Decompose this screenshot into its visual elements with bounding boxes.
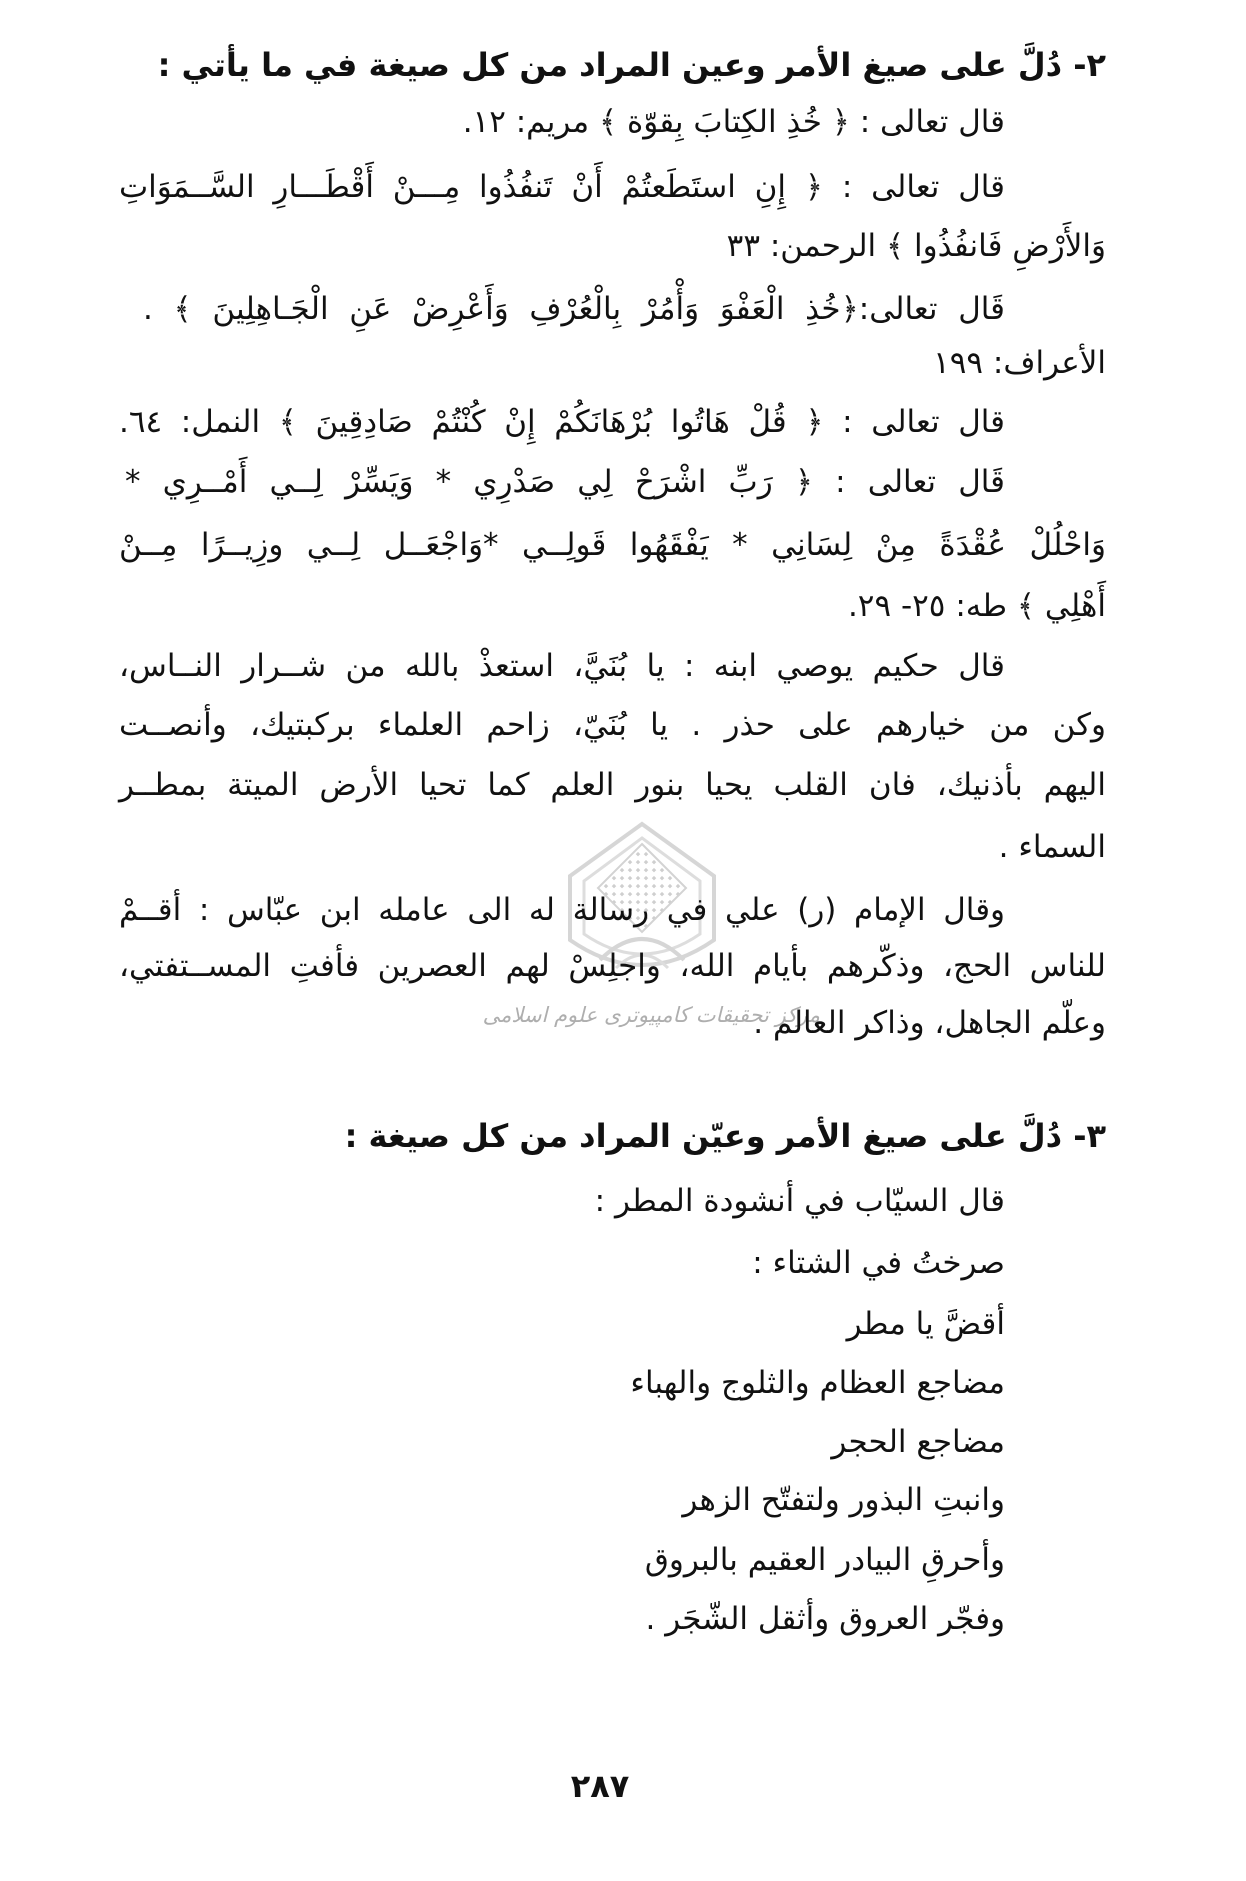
- text-line: وقال الإمام (ر) علي في رسالة له الى عامله ابن عبّاس : أقــمْ: [119, 892, 1005, 928]
- exercise-heading: ٣- دُلَّ على صيغ الأمر وعيّن المراد من كل صيغة :: [344, 1117, 1106, 1155]
- text-line: الأعراف: ١٩٩: [933, 345, 1106, 381]
- text-line: أَهْلِي ﴾ طه: ٢٥- ٢٩.: [847, 588, 1106, 624]
- poem-line: مضاجع العظام والثلوج والهباء: [630, 1365, 1005, 1401]
- poem-line: قال السيّاب في أنشودة المطر :: [594, 1183, 1005, 1219]
- text-line: وَالأَرْضِ فَانفُذُوا ﴾ الرحمن: ٣٣: [726, 228, 1106, 264]
- poem-line: صرختُ في الشتاء :: [752, 1245, 1005, 1281]
- text-line: قال تعالى : ﴿ قُلْ هَاتُوا بُرْهَانَكُمْ إِنْ كُنْتُمْ صَادِقِينَ ﴾ النمل: ٦٤.: [119, 404, 1005, 440]
- text-line: وعلّم الجاهل، وذاكر العالم .: [753, 1005, 1106, 1041]
- exercise-heading: ٢- دُلَّ على صيغ الأمر وعين المراد من كل صيغة في ما يأتي :: [157, 46, 1106, 84]
- text-line: للناس الحج، وذكّرهم بأيام الله، واجلِسْ لهم العصرين فأفتِ المســتفتي،: [119, 948, 1106, 984]
- poem-line: أقضَّ يا مطر: [846, 1306, 1005, 1342]
- text-line: وَاحْلُلْ عُقْدَةً مِنْ لِسَانِي * يَفْقَهُوا قَولِــي *وَاجْعَــل لِــي وزِيــرًا مِــنْ: [119, 527, 1106, 563]
- poem-line: مضاجع الحجر: [831, 1424, 1005, 1460]
- watermark-text: مرکز تحقیقات کامپیوتری علوم اسلامی: [482, 1003, 820, 1027]
- text-line: قال تعالى : ﴿ خُذِ الكِتابَ بِقوّة ﴾ مريم: ١٢.: [462, 104, 1005, 140]
- text-line: قَال تعالى : ﴿ رَبِّ اشْرَحْ لِي صَدْرِي * وَيَسِّرْ لِــي أَمْــرِي *: [125, 464, 1005, 500]
- poem-line: وانبتِ البذور ولتفتّح الزهر: [682, 1482, 1005, 1518]
- page-number: ٢٨٧: [570, 1767, 630, 1805]
- text-line: قَال تعالى:﴿خُذِ الْعَفْوَ وَأْمُرْ بِالْعُرْفِ وَأَعْرِضْ عَنِ الْجَـاهِلِينَ ﴾ .: [143, 291, 1005, 327]
- text-line: قال تعالى : ﴿ إِنِ استَطَعتُمْ أَنْ تَنفُذُوا مِـــنْ أَقْطَـــارِ السَّــمَوَاتِ: [119, 169, 1005, 205]
- text-line: قال حكيم يوصي ابنه : يا بُنَيَّ، استعذْ بالله من شــرار النــاس،: [119, 648, 1005, 684]
- text-line: اليهم بأذنيك، فان القلب يحيا بنور العلم كما تحيا الأرض الميتة بمطــر: [119, 767, 1106, 803]
- poem-line: وأحرقِ البيادر العقيم بالبروق: [644, 1542, 1005, 1578]
- text-line: وكن من خيارهم على حذر . يا بُنَيّ، زاحم العلماء بركبتيك، وأنصــت: [119, 707, 1106, 743]
- text-line: السماء .: [998, 829, 1106, 865]
- poem-line: وفجّر العروق وأثقل الشّجَر .: [645, 1601, 1005, 1637]
